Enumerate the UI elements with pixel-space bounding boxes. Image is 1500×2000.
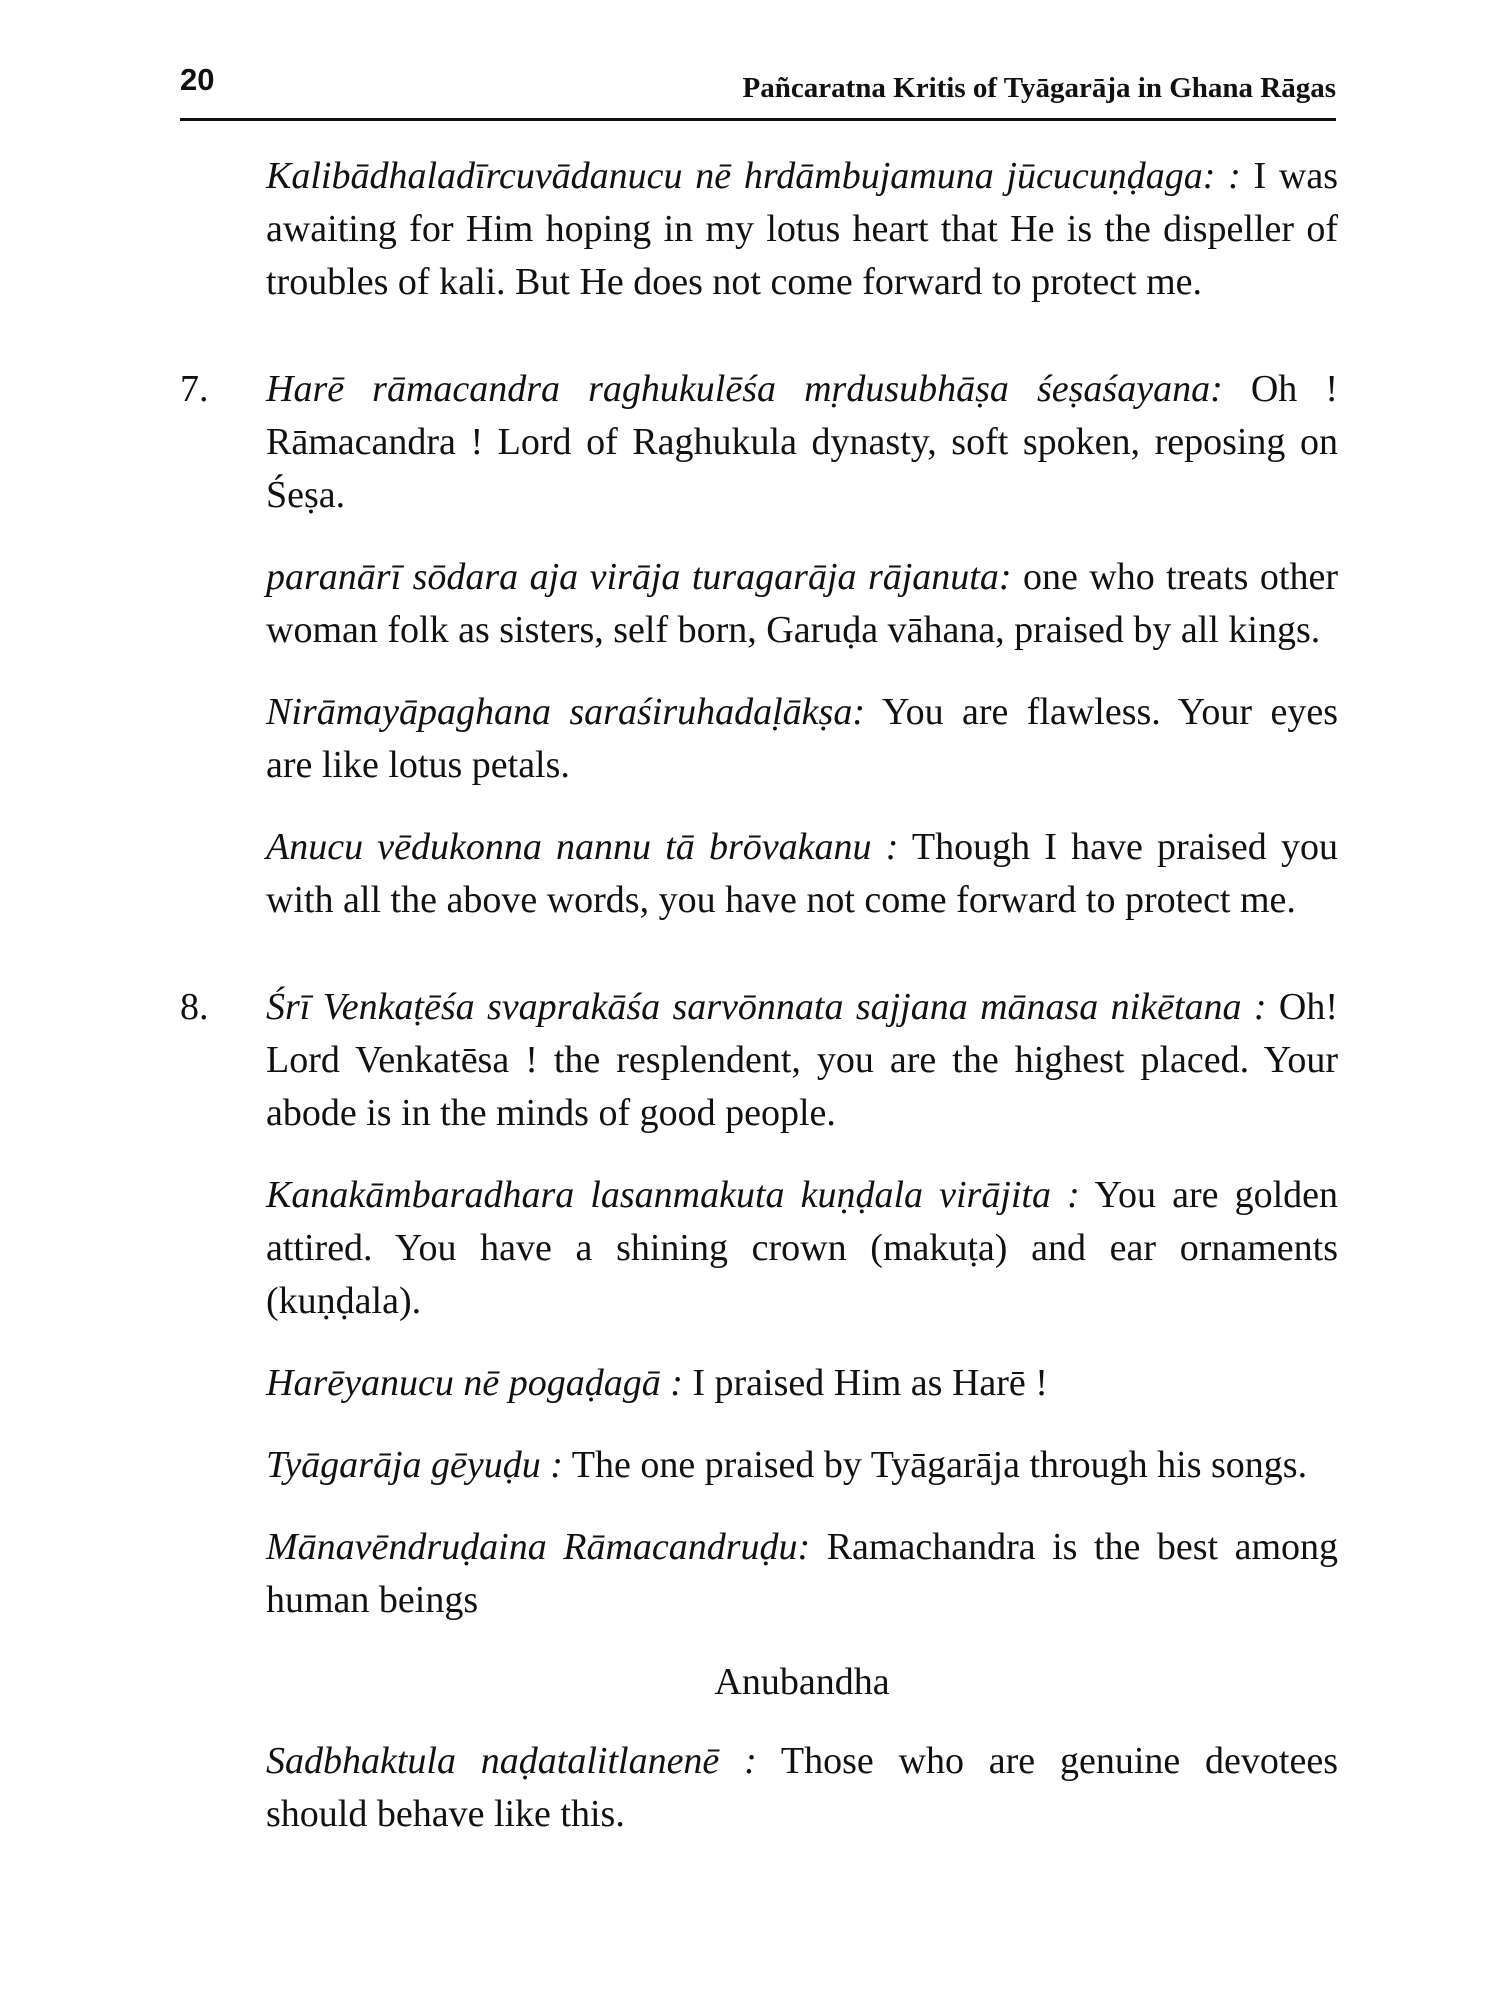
gloss-paragraph — [266, 363, 1338, 522]
running-title: Pañcaratna Kritis of Tyāgarāja in Ghana Rāgas — [742, 72, 1336, 104]
sanskrit-term: Harēyanucu nē pogaḍagā : — [266, 1362, 683, 1404]
gloss-paragraph — [266, 1521, 1338, 1627]
numbered-item — [180, 363, 1338, 522]
sanskrit-term: Mānavēndruḍaina Rāmacandruḍu: — [266, 1526, 811, 1568]
item-number: 8. — [180, 986, 209, 1028]
gloss-paragraph — [266, 821, 1338, 927]
section-heading: Anubandha — [714, 1661, 890, 1703]
gloss-paragraph — [266, 551, 1338, 657]
translation-text: one who treats other woman folk as sisters, self born, Garuḍa vāhana, praised by all kings. — [266, 556, 1338, 651]
sanskrit-term: Nirāmayāpaghana saraśiruhadaḷākṣa: — [266, 691, 865, 733]
sanskrit-term: Anucu vēdukonna nannu tā brōvakanu : — [266, 826, 899, 868]
translation-text: I praised Him as Harē ! — [682, 1362, 1048, 1404]
numbered-item — [180, 981, 1338, 1140]
gloss-paragraph — [266, 150, 1338, 309]
gloss-paragraph — [266, 1735, 1338, 1841]
translation-text: You are flawless. Your eyes are like lotus petals. — [266, 691, 1339, 786]
gloss-paragraph — [266, 686, 1338, 792]
sanskrit-term: Sadbhaktula naḍatalitlanenē : — [266, 1740, 757, 1782]
page-number: 20 — [180, 62, 215, 97]
translation-text: The one praised by Tyāgarāja through his songs. — [562, 1444, 1308, 1486]
gloss-paragraph — [266, 981, 1338, 1140]
translation-text: Oh! Lord Venkatēsa ! the resplendent, you are the highest placed. Your abode is in the minds of good people. — [266, 986, 1338, 1134]
sanskrit-term: Harē rāmacandra raghukulēśa mṛdusubhāṣa śeṣaśayana: — [266, 368, 1223, 410]
translation-text: Oh ! Rāmacandra ! Lord of Raghukula dynasty, soft spoken, reposing on Śeṣa. — [266, 368, 1338, 516]
gloss-paragraph — [266, 1169, 1338, 1328]
gloss-paragraph — [266, 1357, 1338, 1410]
translation-text: I was awaiting for Him hoping in my lotus heart that He is the dispeller of troubles of kali. But He does not come forward to protect me. — [266, 155, 1338, 303]
sanskrit-term: Kanakāmbaradhara lasanmakuta kuṇḍala virājita : — [266, 1174, 1080, 1216]
translation-text: You are golden attired. You have a shining crown (makuṭa) and ear ornaments (kuṇḍala). — [266, 1174, 1338, 1322]
gloss-paragraph — [266, 1439, 1338, 1492]
translation-text: Those who are genuine devotees should behave like this. — [266, 1740, 1339, 1835]
item-number: 7. — [180, 368, 209, 410]
translation-text: Ramachandra is the best among human beings — [266, 1526, 1338, 1621]
page-body — [180, 150, 1338, 1870]
sanskrit-term: Tyāgarāja gēyuḍu : — [266, 1444, 563, 1486]
page-header — [180, 60, 1336, 121]
sanskrit-term: Śrī Venkaṭēśa svaprakāśa sarvōnnata sajjana mānasa nikētana : — [266, 986, 1267, 1028]
sanskrit-term: paranārī sōdara aja virāja turagarāja rājanuta: — [266, 556, 1012, 598]
sanskrit-term: Kalibādhaladīrcuvādanucu nē hrdāmbujamuna jūcucuṇḍaga: : — [266, 155, 1241, 197]
translation-text: Though I have praised you with all the above words, you have not come forward to protect me. — [266, 826, 1338, 921]
